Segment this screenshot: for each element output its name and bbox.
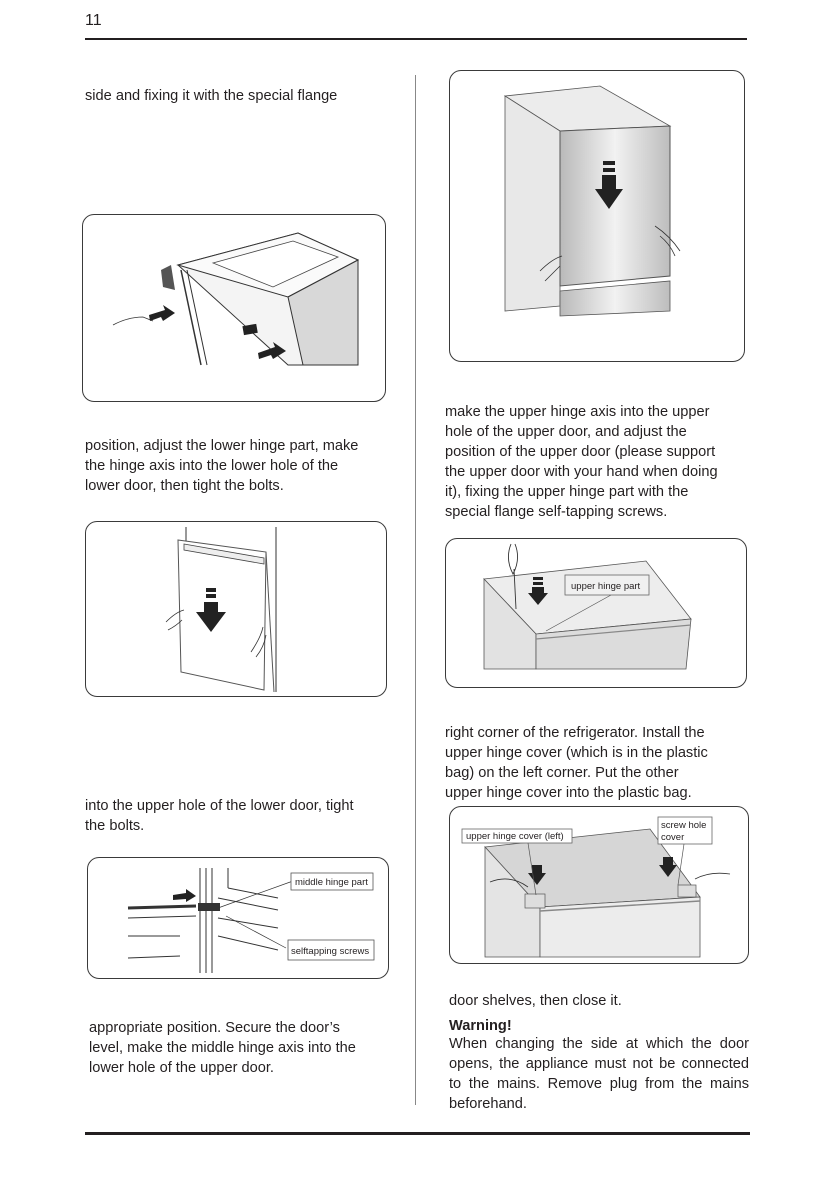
- illustration-fridge-top-hinge: [83, 215, 385, 401]
- right-text-3: door shelves, then close it.: [449, 993, 622, 1009]
- warning-text: When changing the side at which the door opens, the appliance must not be connected to the mains. Remove plug from the mains beforehand.: [449, 1036, 749, 1112]
- page-number: 11: [85, 12, 102, 29]
- illustration-lower-door: [86, 522, 386, 696]
- callout-upper-hinge-cover-left: upper hinge cover (left): [466, 831, 564, 842]
- illustration-upper-hinge: [446, 539, 746, 687]
- callout-upper-hinge-part: upper hinge part: [571, 581, 641, 592]
- callout-screw-hole-line2: cover: [661, 832, 685, 843]
- left-text-1: side and fixing it with the special flange: [85, 88, 338, 104]
- arrow-icon: [149, 305, 175, 321]
- header-rule: [85, 38, 747, 40]
- callout-selftapping-screws: selftapping screws: [291, 946, 370, 957]
- figure-lower-door-install: [85, 521, 387, 697]
- callout-screw-hole-line1: screw hole: [661, 820, 707, 831]
- left-text-4: appropriate position. Secure the door’s level, make the middle hinge axis into the lower hole of the upper door.: [89, 1020, 356, 1076]
- right-text-1: make the upper hinge axis into the upper hole of the upper door, and adjust the position of the upper door (please support the upper door with your hand when doing it), fixing the upper hinge part with the special flange self-tapping screws.: [445, 404, 718, 520]
- right-text-2: right corner of the refrigerator. Install the upper hinge cover (which is in the plastic bag) on the left corner. Put the other upper hinge cover into the plastic bag.: [445, 725, 708, 801]
- illustration-middle-hinge: [88, 858, 388, 978]
- column-divider: [415, 75, 416, 1105]
- figure-upper-hinge: [445, 538, 747, 688]
- arrow-icon: [173, 889, 196, 902]
- left-text-3: into the upper hole of the lower door, tight the bolts.: [85, 798, 354, 834]
- figure-middle-hinge: [87, 857, 389, 979]
- warning-title: Warning!: [449, 1018, 512, 1034]
- callout-middle-hinge-part: middle hinge part: [295, 877, 368, 888]
- left-text-2: position, adjust the lower hinge part, make the hinge axis into the lower hole of the lower door, then tight the bolts.: [85, 438, 359, 494]
- warning-block: [449, 1018, 749, 1114]
- figure-upper-door-install: [449, 70, 745, 362]
- footer-rule: [85, 1132, 750, 1135]
- figure-lower-hinge-flange: [82, 214, 386, 402]
- illustration-hinge-covers: [450, 807, 748, 963]
- illustration-upper-door: [450, 71, 744, 361]
- figure-hinge-covers: [449, 806, 749, 964]
